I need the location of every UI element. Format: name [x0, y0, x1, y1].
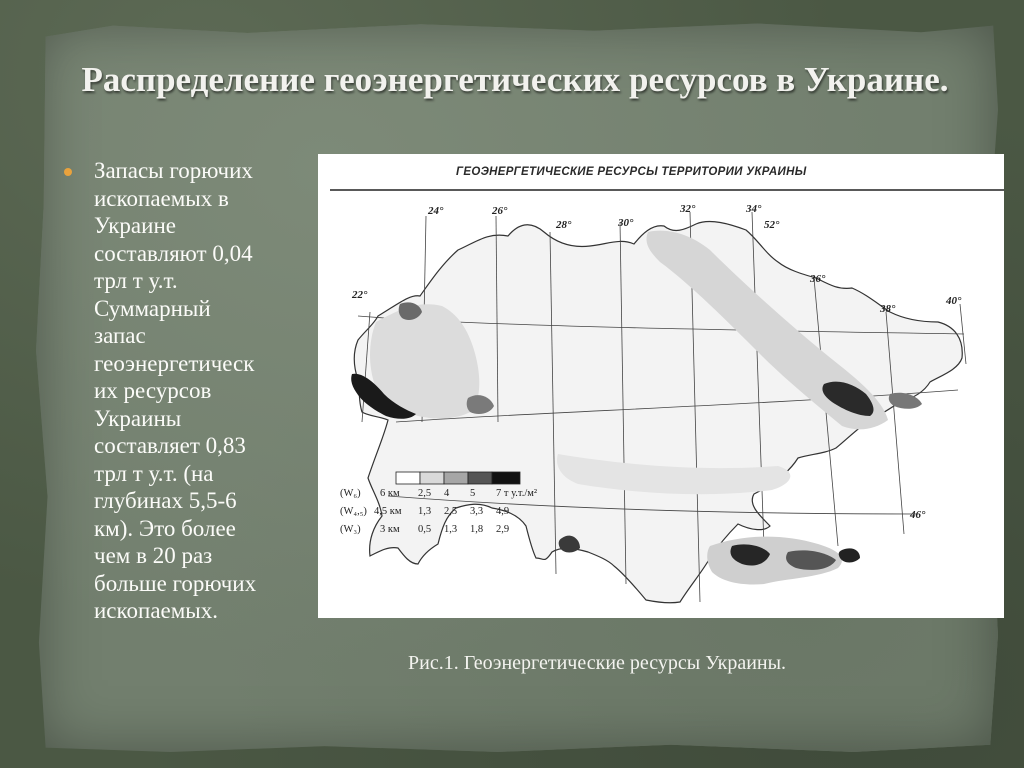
meridian-label: 40°	[946, 295, 962, 307]
meridian-label: 30°	[618, 217, 634, 229]
map-title: ГЕОЭНЕРГЕТИЧЕСКИЕ РЕСУРСЫ ТЕРРИТОРИИ УКРАИНЫ	[456, 166, 807, 178]
map-legend: (W₆) 6 км 2,5 4 5 7 т у.т./м² (W₄,₅) 4,5 км 1,3 2,5 3,3 4,9 (W₃) 3 км 0,5 1,3 1,8 2,9	[340, 488, 538, 535]
bullet-marker	[64, 168, 72, 176]
bullet-text: Запасы горючих ископаемых в Украине составляют 0,04 трл т у.т. Суммарный запас геоэнергетическ их ресурсов Украины составляет 0,83 трл т у.т. (на глубинах 5,5-6 км). Это более чем в 20 раз больше горючих ископаемых.	[94, 158, 257, 623]
meridian-label: 32°	[680, 203, 696, 215]
meridian-label: 24°	[428, 205, 444, 217]
meridian-label: 34°	[746, 203, 762, 215]
meridian-label: 22°	[352, 289, 368, 301]
parallel-label: 46°	[910, 509, 926, 521]
figure-caption: Рис.1. Геоэнергетические ресурсы Украины.	[408, 652, 787, 674]
parallel-label: 52°	[764, 219, 780, 231]
meridian-label: 38°	[880, 303, 896, 315]
meridian-label: 36°	[810, 273, 826, 285]
meridian-label: 28°	[556, 219, 572, 231]
slide-title: Распределение геоэнергетических ресурсов в Украине.	[81, 60, 949, 99]
ukraine-map	[318, 154, 1004, 618]
meridian-label: 26°	[492, 205, 508, 217]
map-figure	[318, 154, 1004, 618]
